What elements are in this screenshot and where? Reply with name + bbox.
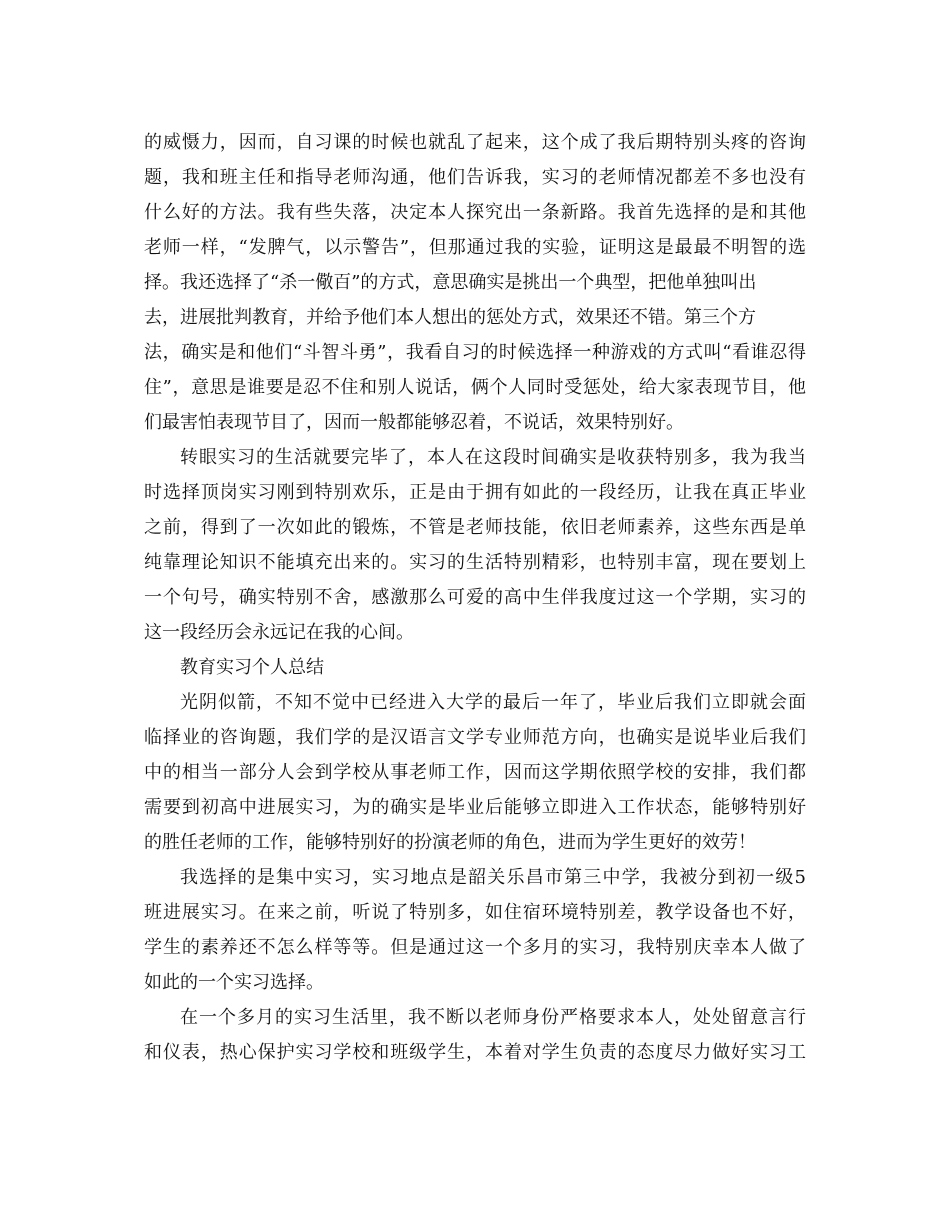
text-line: 的胜任老师的工作，能够特别好的扮演老师的角色，进而为学生更好的效劳！ xyxy=(144,832,756,853)
text-line: 一个句号，确实特别不舍，感激那么可爱的高中生伴我度过这一个学期，实习的 xyxy=(144,587,806,608)
text-line: 学生的素养还不怎么样等等。但是通过这一个多月的实习，我特别庆幸本人做了 xyxy=(144,937,806,958)
paragraph-first-line: 光阴似箭，不知不觉中已经进入大学的最后一年了，毕业后我们立即就会面 xyxy=(180,692,806,713)
text-line: 择。我还选择了“杀一儆百”的方式，意思确实是挑出一个典型，把他单独叫出 xyxy=(144,272,757,293)
text-line: 班进展实习。在来之前，听说了特别多，如住宿环境特别差，教学设备也不好， xyxy=(144,902,806,923)
paragraph-first-line: 我选择的是集中实习，实习地点是韶关乐昌市第三中学，我被分到初一级5 xyxy=(180,867,806,888)
text-line: 时选择顶岗实习刚到特别欢乐，正是由于拥有如此的一段经历，让我在真正毕业 xyxy=(144,482,806,503)
text-line: 的威慑力，因而，自习课的时候也就乱了起来，这个成了我后期特别头疼的咨询 xyxy=(144,132,806,153)
text-line: 去，进展批判教育，并给予他们本人想出的惩处方式，效果还不错。第三个方 xyxy=(144,307,756,328)
text-line: 题，我和班主任和指导老师沟通，他们告诉我，实习的老师情况都差不多也没有 xyxy=(144,167,806,188)
text-line: 和仪表，热心保护实习学校和班级学生，本着对学生负责的态度尽力做好实习工 xyxy=(144,1042,806,1063)
text-line: 什么好的方法。我有些失落，决定本人探究出一条新路。我首先选择的是和其他 xyxy=(144,202,806,223)
text-line: 中的相当一部分人会到学校从事老师工作，因而这学期依照学校的安排，我们都 xyxy=(144,762,806,783)
text-line: 纯靠理论知识不能填充出来的。实习的生活特别精彩，也特别丰富，现在要划上 xyxy=(144,552,806,573)
text-line: 住”，意思是谁要是忍不住和别人说话，俩个人同时受惩处，给大家表现节目，他 xyxy=(144,377,806,398)
text-line: 之前，得到了一次如此的锻炼，不管是老师技能，依旧老师素养，这些东西是单 xyxy=(144,517,806,538)
paragraph-first-line: 转眼实习的生活就要完毕了，本人在这段时间确实是收获特别多，我为我当 xyxy=(180,447,806,468)
text-line: 需要到初高中进展实习，为的确实是毕业后能够立即进入工作状态，能够特别好 xyxy=(144,797,806,818)
paragraph-first-line: 在一个多月的实习生活里，我不断以老师身份严格要求本人，处处留意言行 xyxy=(180,1007,806,1028)
section-heading: 教育实习个人总结 xyxy=(180,657,324,678)
text-line: 如此的一个实习选择。 xyxy=(144,972,324,993)
text-line: 这一段经历会永远记在我的心间。 xyxy=(144,622,414,643)
text-line: 临择业的咨询题，我们学的是汉语言文学专业师范方向，也确实是说毕业后我们 xyxy=(144,727,806,748)
text-line: 法，确实是和他们“斗智斗勇”，我看自习的时候选择一种游戏的方式叫“看谁忍得 xyxy=(144,342,806,363)
text-line: 们最害怕表现节目了，因而一般都能够忍着，不说话，效果特别好。 xyxy=(144,412,684,433)
text-line: 老师一样，“发脾气，以示警告”，但那通过我的实验，证明这是最最不明智的选 xyxy=(144,237,806,258)
